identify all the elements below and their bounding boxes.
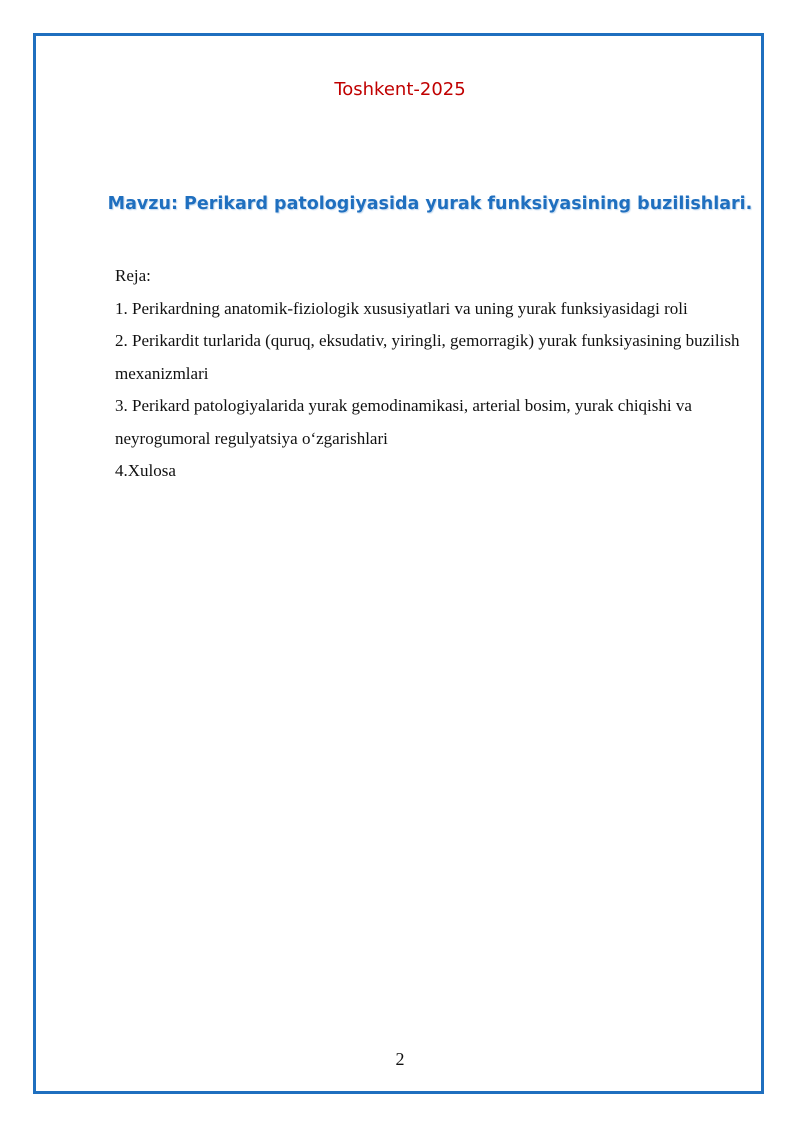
page-number: 2: [395, 1049, 405, 1069]
plan-item-3: 3. Perikard patologiyalarida yurak gemodinamikasi, arterial bosim, yurak chiqishi va neyrogumoral regulyatsiya o‘zgarishlari: [115, 396, 692, 448]
topic-title: Mavzu: Perikard patologiyasida yurak funksiyasining buzilishlari.: [107, 194, 753, 214]
plan-item-4: 4.Xulosa: [115, 461, 176, 480]
plan-heading: Reja:: [115, 266, 151, 285]
city-year-label: Toshkent-2025: [334, 79, 466, 100]
plan-section: [115, 260, 750, 488]
plan-item-1: 1. Perikardning anatomik-fiziologik xususiyatlari va uning yurak funksiyasidagi roli: [115, 298, 688, 318]
plan-item-2: 2. Perikardit turlarida (quruq, eksudativ, yiringli, gemorragik) yurak funksiyasining buzilish mexanizmlari: [115, 331, 740, 383]
